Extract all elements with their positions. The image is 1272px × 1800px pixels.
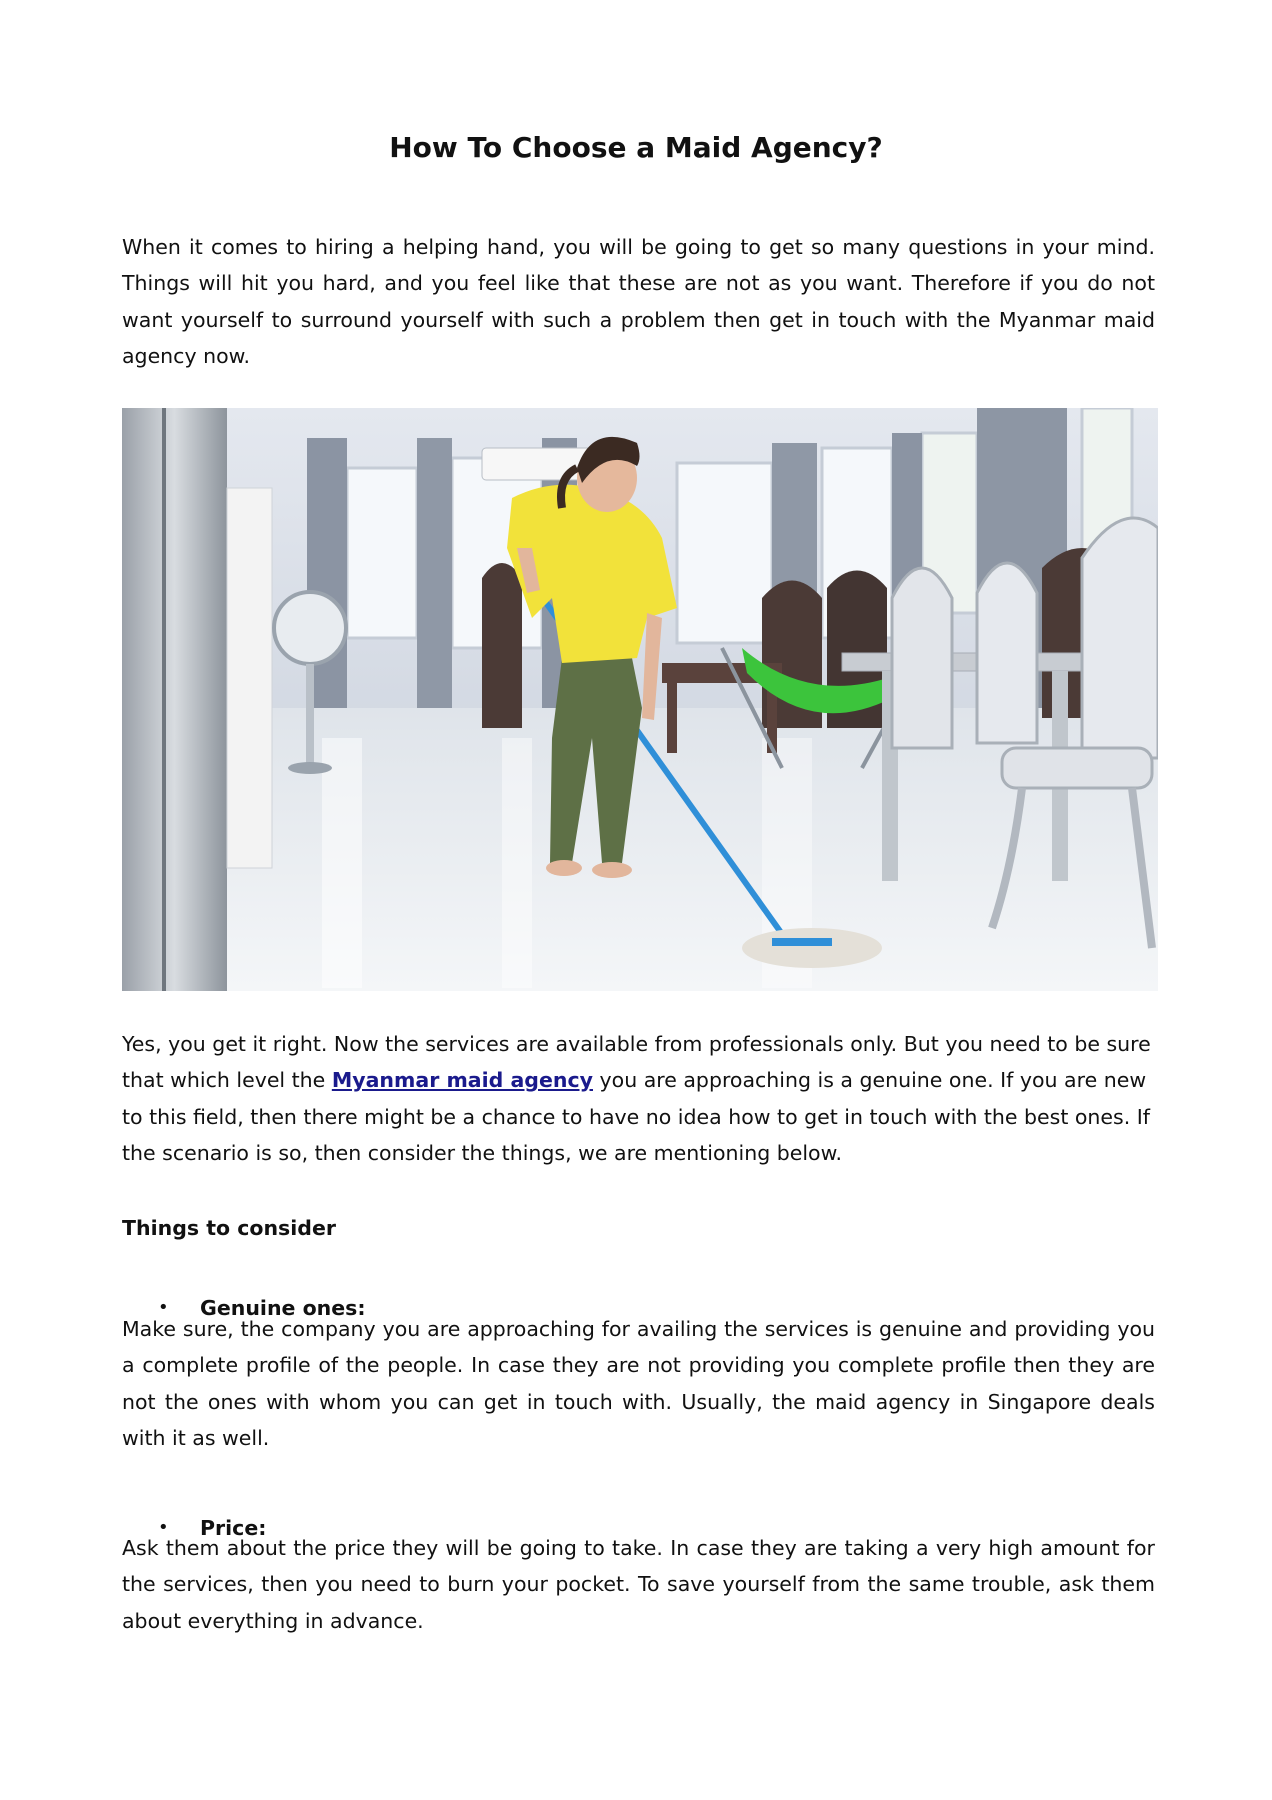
myanmar-maid-agency-link[interactable]: Myanmar maid agency <box>331 1068 593 1093</box>
services-text-end: you are approaching is a genuine one. If you are new to this field, then there might be a chance to have no idea how to get in touch with the best ones. If the scenario is so, then consider the things, we are mentioning below. <box>122 1068 1151 1165</box>
page-title: How To Choose a Maid Agency? <box>389 131 883 164</box>
bullet-label: Price: <box>200 1516 267 1540</box>
maid-mopping-photo <box>122 408 1158 991</box>
services-paragraph <box>122 1026 1155 1171</box>
services-text-start: Yes, you get it right. Now the services are available from professionals only. But you need to be sure that which level the <box>122 1032 1151 1093</box>
genuine-paragraph: Make sure, the company you are approaching for availing the services is genuine and providing you a complete profile of the people. In case they are not providing you complete profile then they are not the ones with whom you can get in touch with. Usually, the maid agency in Singapore deals with it as well. <box>122 1317 1155 1450</box>
section-heading: Things to consider <box>122 1216 336 1240</box>
bullet-label: Genuine ones: <box>200 1296 366 1320</box>
bullet-icon: • <box>158 1517 169 1538</box>
intro-paragraph: When it comes to hiring a helping hand, you will be going to get so many questions in your mind. Things will hit you hard, and you feel like that these are not as you want. Therefore if you do not want yourself to surround yourself with such a problem then get in touch with the Myanmar maid agency now. <box>122 235 1155 368</box>
bullet-icon: • <box>158 1297 169 1318</box>
price-paragraph: Ask them about the price they will be going to take. In case they are taking a very high amount for the services, then you need to burn your pocket. To save yourself from the same trouble, ask them about everything in advance. <box>122 1536 1155 1633</box>
